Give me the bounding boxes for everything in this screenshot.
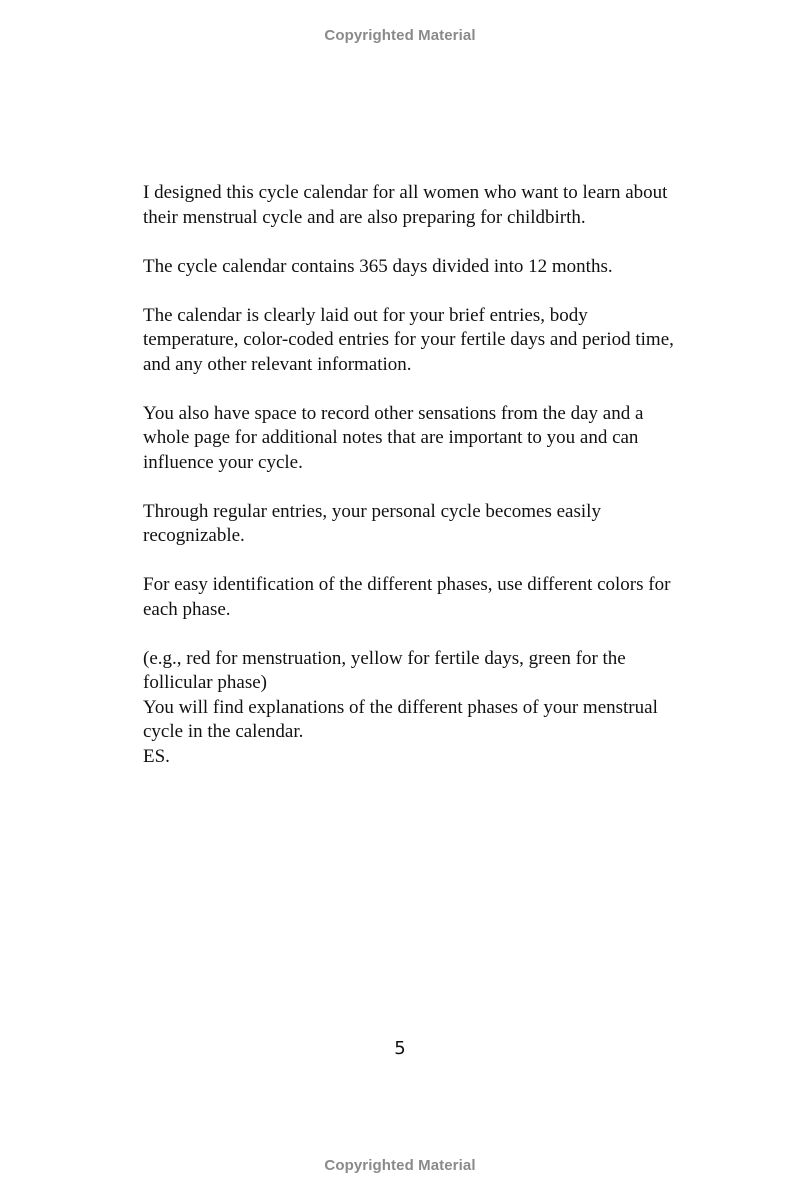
paragraph-intro: I designed this cycle calendar for all women who want to learn about their menstrual cycle and are also preparing for childbirth. [143,182,668,228]
body-text [143,181,683,769]
signature-initials: ES. [143,745,170,767]
paragraph-regular-entries: Through regular entries, your personal cycle becomes easily recognizable. [143,500,601,546]
paragraph-explanations: You will find explanations of the different phases of your menstrual cycle in the calendar. [143,696,658,742]
copyright-watermark-bottom: Copyrighted Material [324,1157,476,1174]
paragraph-example-colors: (e.g., red for menstruation, yellow for fertile days, green for the follicular phase) [143,647,626,693]
paragraph-days: The cycle calendar contains 365 days divided into 12 months. [143,255,613,277]
paragraph-colors: For easy identification of the different phases, use different colors for each phase. [143,574,671,620]
copyright-watermark-top: Copyrighted Material [324,27,476,44]
page-number: 5 [394,1038,406,1059]
paragraph-layout: The calendar is clearly laid out for your brief entries, body temperature, color-coded entries for your fertile days and period time, and any other relevant information. [143,304,674,375]
paragraph-space: You also have space to record other sensations from the day and a whole page for additional notes that are important to you and can influence your cycle. [143,402,644,473]
